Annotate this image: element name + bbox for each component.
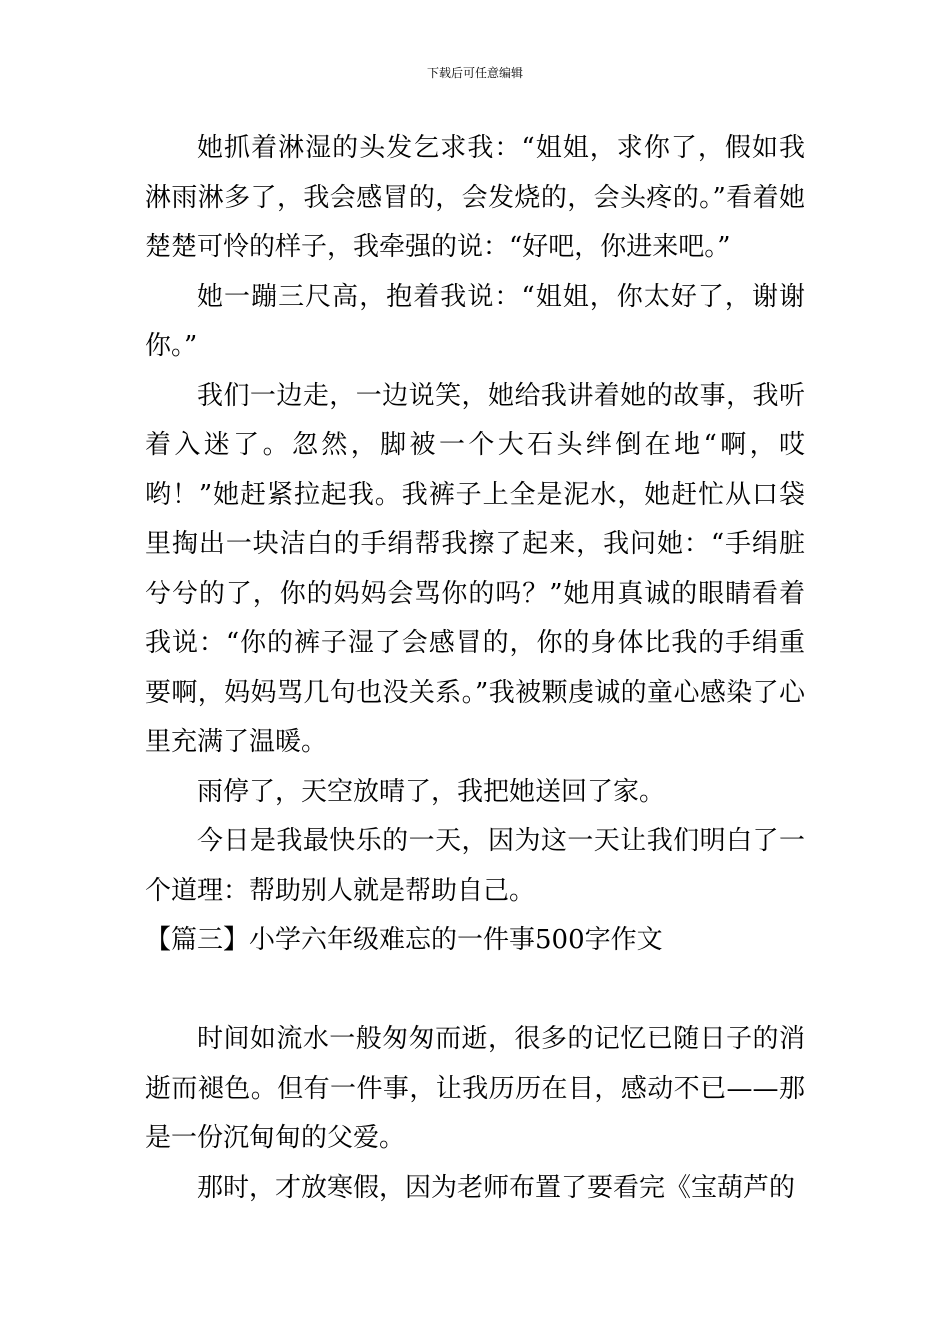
page-header: 下载后可任意编辑 xyxy=(426,66,523,80)
paragraph: 雨停了，天空放晴了，我把她送回了家。 xyxy=(197,776,666,807)
document-body xyxy=(145,124,805,1213)
paragraph: 她抓着淋湿的头发乞求我：“姐姐，求你了，假如我淋雨淋多了，我会感冒的，会发烧的，会头疼的。”看着她楚楚可怜的样子，我牵强的说：“好吧，你进来吧。” xyxy=(145,133,805,262)
paragraph: 她一蹦三尺高，抱着我说：“姐姐，你太好了，谢谢你。” xyxy=(145,281,805,361)
paragraph: 那时，才放寒假，因为老师布置了要看完《宝葫芦的 xyxy=(197,1172,796,1203)
section-heading: 【篇三】小学六年级难忘的一件事500字作文 xyxy=(145,925,663,955)
paragraph: 今日是我最快乐的一天，因为这一天让我们明白了一个道理：帮助别人就是帮助自己。 xyxy=(145,826,805,906)
paragraph: 我们一边走，一边说笑，她给我讲着她的故事，我听着入迷了。忽然，脚被一个大石头绊倒在地“啊，哎哟！”她赶紧拉起我。我裤子上全是泥水，她赶忙从口袋里掏出一块洁白的手绢帮我擦了起来，我问她：“手绢脏兮兮的了，你的妈妈会骂你的吗？”她用真诚的眼睛看着我说：“你的裤子湿了会感冒的，你的身体比我的手绢重要啊，妈妈骂几句也没关系。”我被颗虔诚的童心感染了心里充满了温暖。 xyxy=(145,380,805,757)
paragraph: 时间如流水一般匆匆而逝，很多的记忆已随日子的消逝而褪色。但有一件事，让我历历在目，感动不已——那是一份沉甸甸的父爱。 xyxy=(145,1024,805,1153)
